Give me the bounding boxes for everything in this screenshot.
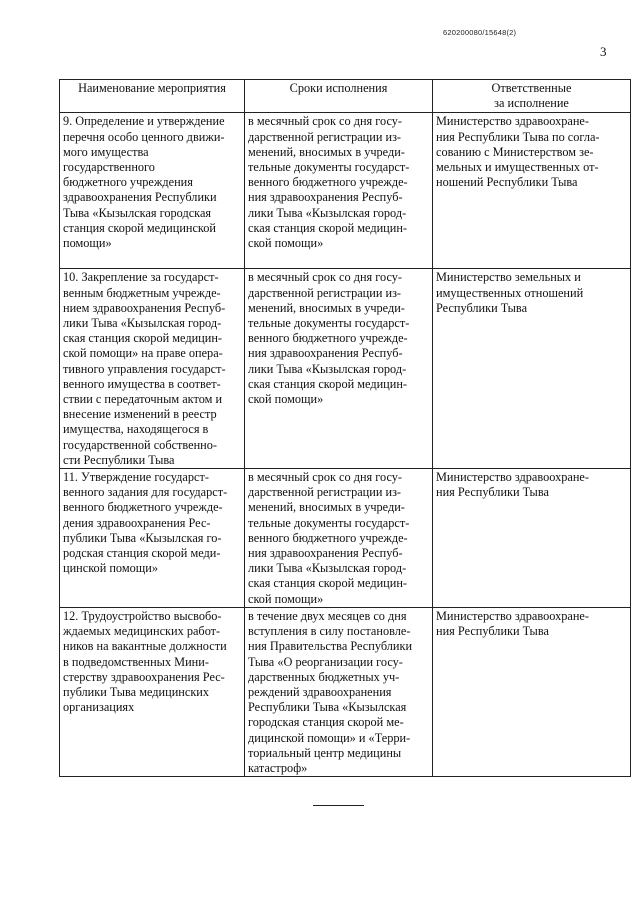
row-12-responsible: Министерство здравоохране- ния Республики Тыва (433, 608, 631, 777)
table-row (60, 608, 631, 777)
header-event-name: Наименование мероприятия (60, 80, 245, 113)
row-10-deadline: в месячный срок со дня госу- дарственной регистрации из- менений, вносимых в учреди- тельные документы государст- венного бюджетного учрежде- ния здравоохранения Респуб- лики Тыва «Кызылская город- ская станция скорой медицин- ской помощи» (245, 269, 433, 469)
row-11-event: 11. Утверждение государст- венного задания для государст- венного бюджетного учрежде- дения здравоохранения Рес- публики Тыва «Кызылская го- родская станция скорой меди- цинской помощи» (60, 469, 245, 608)
row-10-responsible: Министерство земельных и имущественных отношений Республики Тыва (433, 269, 631, 469)
table-header-row (60, 80, 631, 113)
row-9-responsible: Министерство здравоохране- ния Республики Тыва по согла- сованию с Министерством зе- мельных и имущественных от- ношений Республики Тыва (433, 113, 631, 269)
measures-table (59, 79, 631, 777)
document-id: 620200080/15648(2) (443, 28, 517, 37)
row-12-deadline: в течение двух месяцев со дня вступления в силу постановле- ния Правительства Республики Тыва «О реорганизации госу- дарственных бюджетных уч- реждений здравоохранения Республики Тыва «Кызылская городская станция скорой ме- дицинской помощи» и «Терри- ториальный центр медицины катастроф» (245, 608, 433, 777)
header-responsible: Ответственные за исполнение (433, 80, 631, 113)
table-row (60, 113, 631, 269)
row-9-deadline: в месячный срок со дня госу- дарственной регистрации из- менений, вносимых в учреди- тельные документы государст- венного бюджетного учрежде- ния здравоохранения Респуб- лики Тыва «Кызылская город- ская станция скорой медицин- ской помощи» (245, 113, 433, 269)
row-12-event: 12. Трудоустройство высвобо- ждаемых медицинских работ- ников на вакантные должности в подведомственных Мини- стерству здравоохранения Рес- публики Тыва медицинских организациях (60, 608, 245, 777)
header-deadline: Сроки исполнения (245, 80, 433, 113)
row-10-event: 10. Закрепление за государст- венным бюджетным учрежде- нием здравоохранения Респуб- лики Тыва «Кызылская город- ская станция скорой медицин- ской помощи» на праве опера- тивного управления государст- венного имущества в соответ- ствии с передаточным актом и внесение изменений в реестр имущества, находящегося в государственной собственно- сти Республики Тыва (60, 269, 245, 469)
end-of-document-rule (313, 805, 364, 806)
page-number: 3 (600, 44, 607, 59)
table-row (60, 469, 631, 608)
row-11-deadline: в месячный срок со дня госу- дарственной регистрации из- менений, вносимых в учреди- тельные документы государст- венного бюджетного учрежде- ния здравоохранения Респуб- лики Тыва «Кызылская город- ская станция скорой медицин- ской помощи» (245, 469, 433, 608)
row-9-event: 9. Определение и утверждение перечня особо ценного движи- мого имущества государственного бюджетного учреждения здравоохранения Республики Тыва «Кызылская городская станция скорой медицинской помощи» (60, 113, 245, 269)
table-row (60, 269, 631, 469)
row-11-responsible: Министерство здравоохране- ния Республики Тыва (433, 469, 631, 608)
